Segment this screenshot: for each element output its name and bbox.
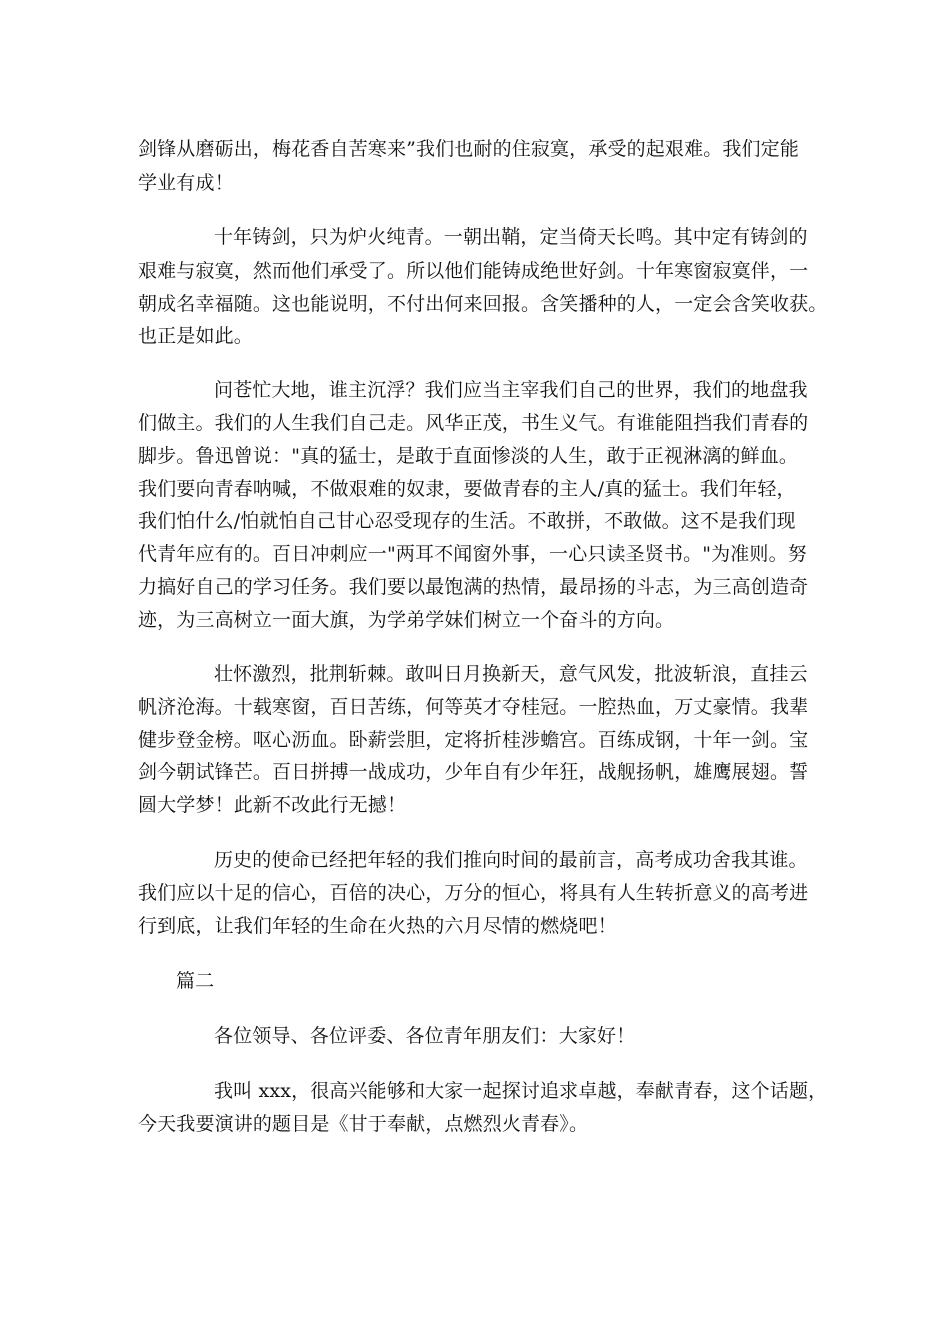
paragraph-2-line-2: 艰难与寂寞，然而他们承受了。所以他们能铸成绝世好剑。十年寒窗寂寞伴，一	[138, 260, 809, 282]
paragraph-6-line-1: 各位领导、各位评委、各位青年朋友们：大家好！	[214, 1025, 636, 1047]
section-heading: 篇二	[176, 970, 215, 992]
paragraph-3-line-6: 代青年应有的。百日冲刺应一"两耳不闻窗外事，一心只读圣贤书。"为准则。努	[138, 543, 807, 565]
paragraph-2-line-1: 十年铸剑，只为炉火纯青。一朝出鞘，定当倚天长鸣。其中定有铸剑的	[214, 226, 808, 248]
paragraph-4-line-2: 帆济沧海。十载寒窗，百日苦练，何等英才夺桂冠。一腔热血，万丈豪情。我辈	[138, 696, 809, 718]
paragraph-7-line-1: 我叫 xxx，很高兴能够和大家一起探讨追求卓越，奉献青春，这个话题，	[214, 1080, 828, 1102]
paragraph-3-line-5: 我们怕什么/怕就怕自己甘心忍受现存的生活。不敢拼，不敢做。这不是我们现	[138, 510, 796, 532]
paragraph-3-line-2: 们做主。我们的人生我们自己走。风华正茂，书生义气。有谁能阻挡我们青春的	[138, 412, 809, 434]
paragraph-5-line-2: 我们应以十足的信心，百倍的决心，万分的恒心，将具有人生转折意义的高考进	[138, 882, 809, 904]
paragraph-4-line-5: 圆大学梦！此新不改此行无撼！	[138, 794, 407, 816]
paragraph-3-line-8: 迹，为三高树立一面大旗，为学弟学妹们树立一个奋斗的方向。	[138, 609, 675, 631]
paragraph-7-line-2: 今天我要演讲的题目是《甘于奉献，点燃烈火青春》。	[138, 1113, 589, 1135]
paragraph-1-line-1: 剑锋从磨砺出，梅花香自苦寒来”我们也耐的住寂寞，承受的起艰难。我们定能	[138, 138, 799, 160]
paragraph-4-line-1: 壮怀激烈，批荆斩棘。敢叫日月换新天，意气风发，批波斩浪，直挂云	[214, 663, 808, 685]
paragraph-3-line-1: 问苍忙大地，谁主沉浮？我们应当主宰我们自己的世界，我们的地盘我	[214, 379, 808, 401]
paragraph-4-line-3: 健步登金榜。呕心沥血。卧薪尝胆，定将折桂涉蟾宫。百练成钢，十年一剑。宝	[138, 729, 809, 751]
paragraph-2-line-4: 也正是如此。	[138, 325, 253, 347]
paragraph-3-line-3: 脚步。鲁迅曾说："真的猛士，是敢于直面惨淡的人生，敢于正视淋漓的鲜血。	[138, 445, 798, 467]
paragraph-2-line-3: 朝成名幸福随。这也能说明，不付出何来回报。含笑播种的人，一定会含笑收获。	[138, 293, 828, 315]
paragraph-5-line-1: 历史的使命已经把年轻的我们推向时间的最前言，高考成功舍我其谁。	[214, 849, 808, 871]
paragraph-5-line-3: 行到底，让我们年轻的生命在火热的六月尽情的燃烧吧！	[138, 915, 617, 937]
paragraph-3-line-4: 我们要向青春呐喊，不做艰难的奴隶，要做青春的主人/真的猛士。我们年轻，	[138, 478, 796, 500]
paragraph-4-line-4: 剑今朝试锋芒。百日拼搏一战成功，少年自有少年狂，战舰扬帆，雄鹰展翅。誓	[138, 761, 809, 783]
paragraph-1-line-2: 学业有成！	[138, 172, 234, 194]
paragraph-3-line-7: 力搞好自己的学习任务。我们要以最饱满的热情，最昂扬的斗志，为三高创造奇	[138, 576, 809, 598]
